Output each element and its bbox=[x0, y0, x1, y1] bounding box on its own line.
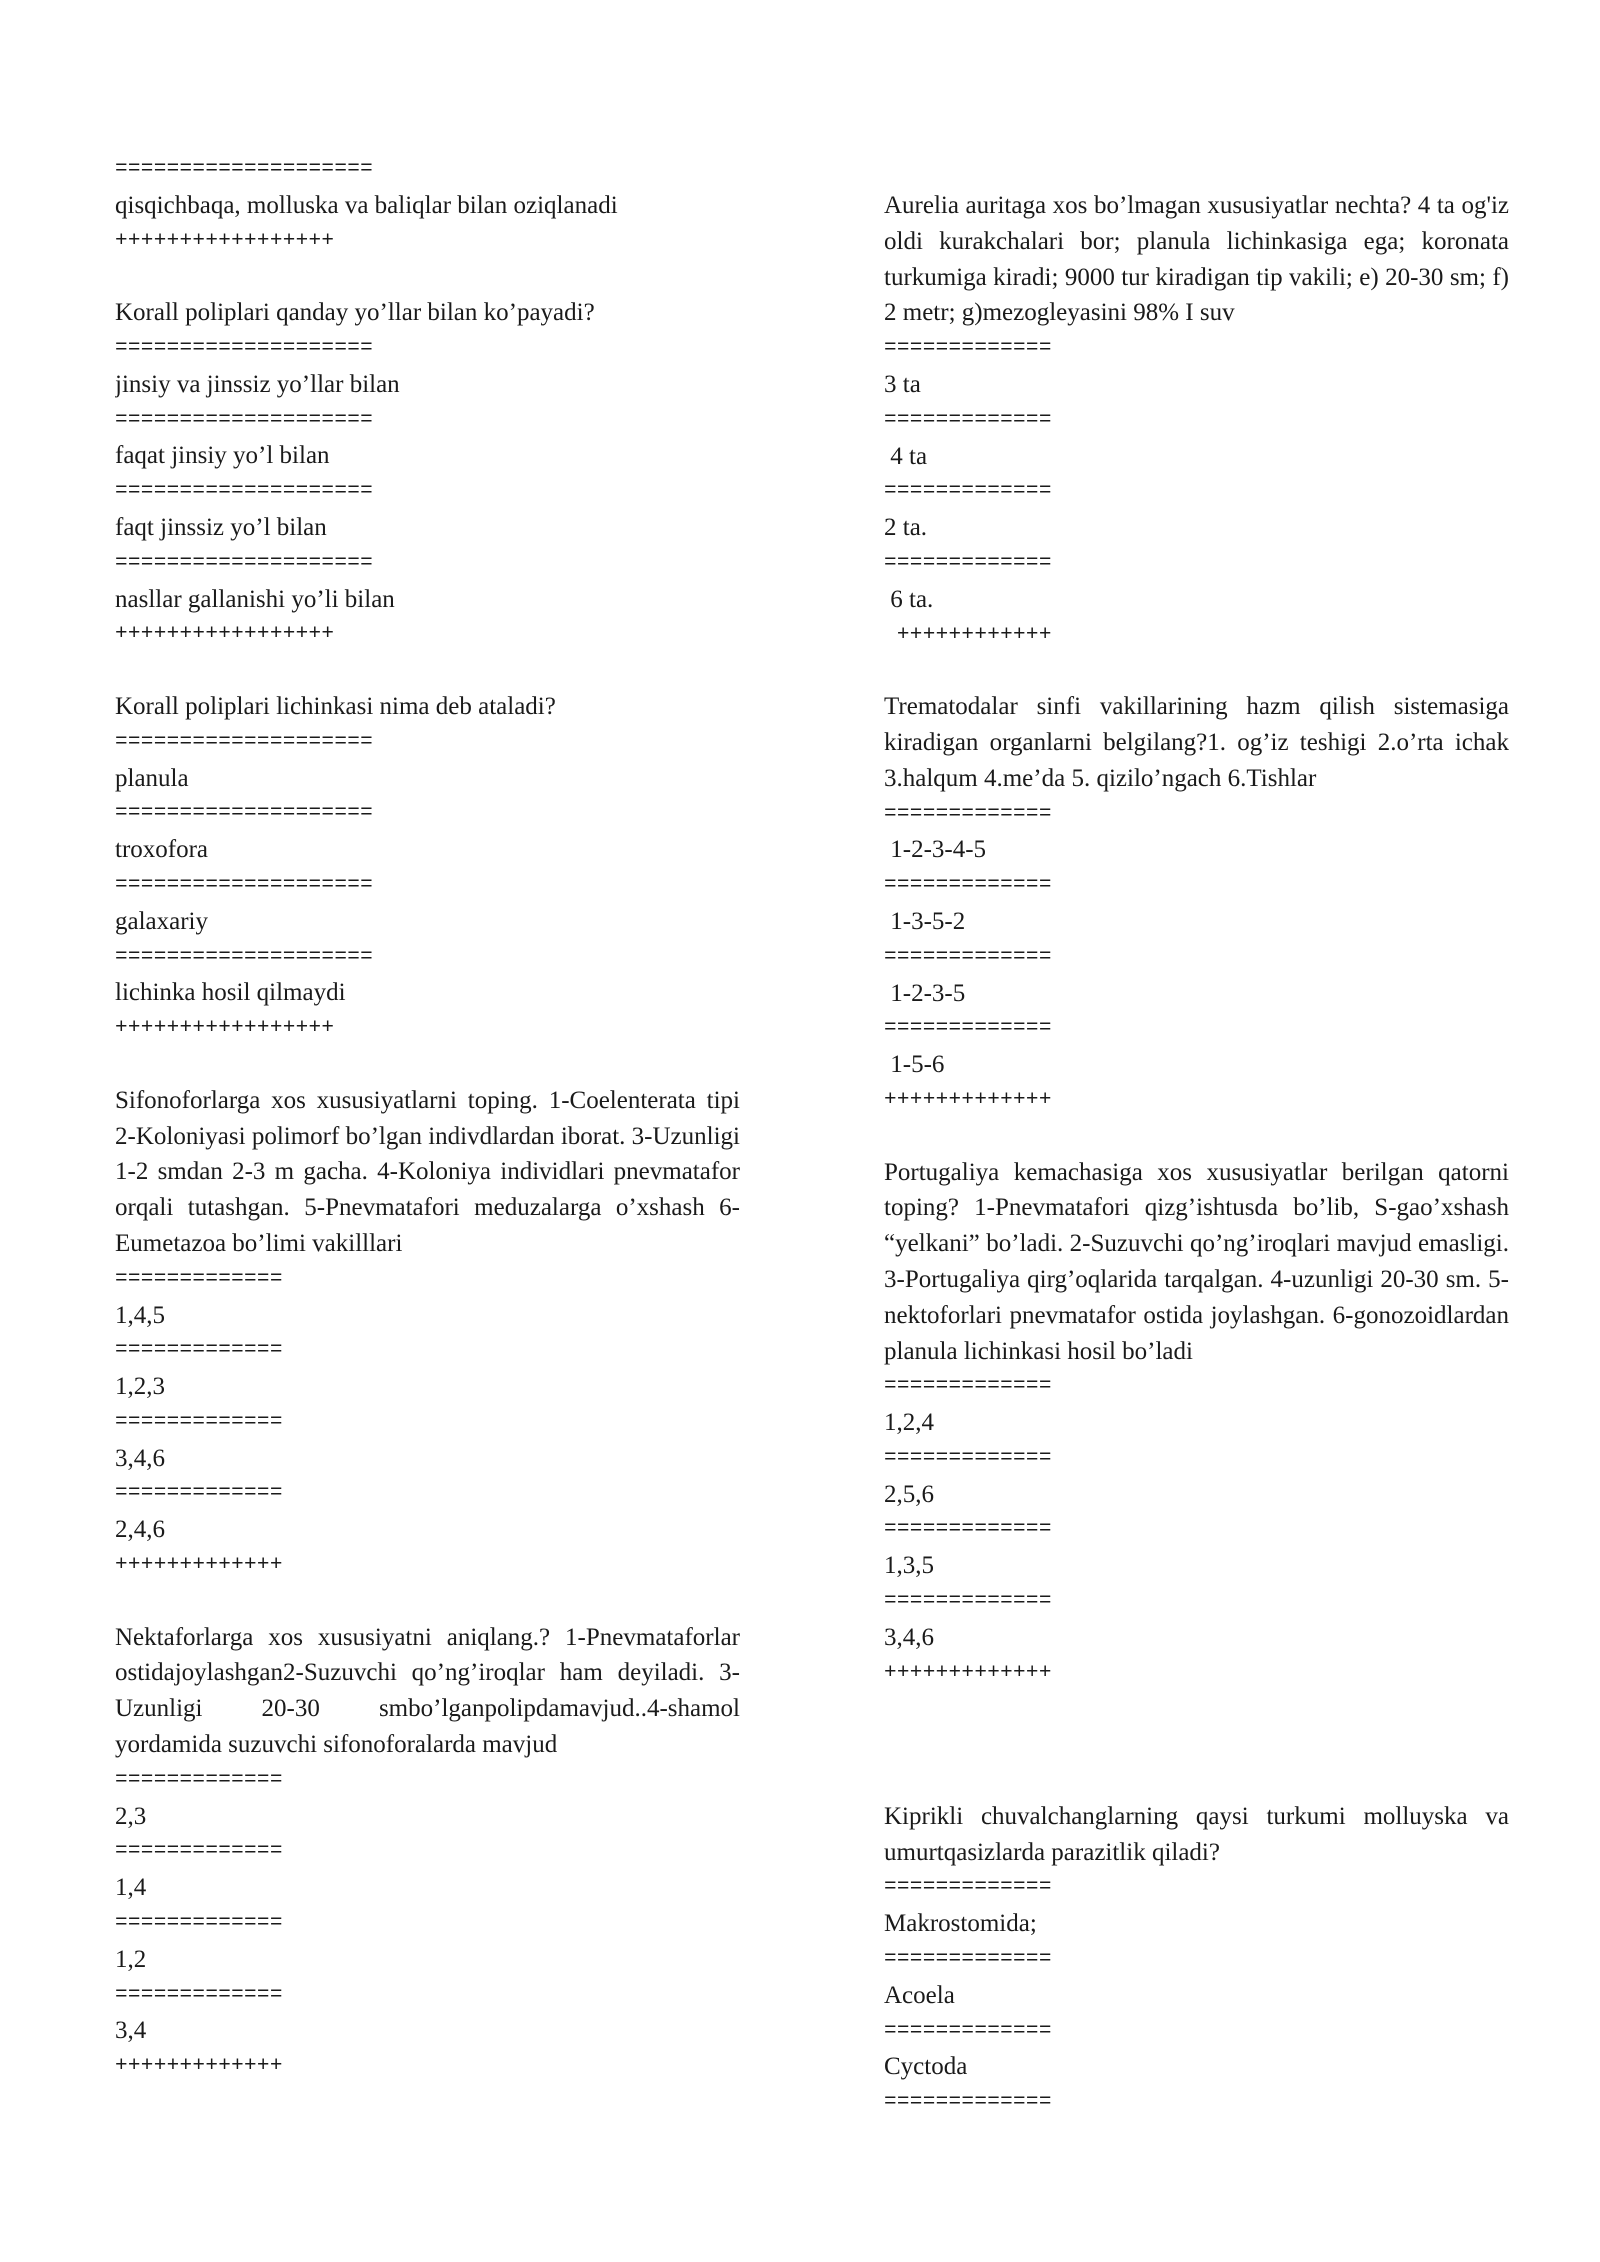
separator: ==================== bbox=[115, 873, 374, 897]
separator: ============= bbox=[884, 480, 1052, 504]
question-text: Sifonoforlarga xos xususiyatlarni toping. 1-Coelenterata tipi 2-Koloniyasi polimorf bo’lgan indivdlardan iborat. 3-Uzunligi 1-2 smdan 2-3 m gacha. 4-Koloniya individlari pnevmatafor orqali tutashgan. 5-Pnevmatafori meduzalarga o’xshash 6-Eumetazoa bo’limi vakilllari bbox=[115, 1086, 740, 1257]
answer-option: 1,4,5 bbox=[115, 1301, 165, 1329]
question-text: Korall poliplari qanday yo’llar bilan ko’payadi? bbox=[115, 299, 595, 327]
answer-option: Cyctoda bbox=[884, 2053, 968, 2081]
separator: ============= bbox=[884, 874, 1052, 898]
answer-option: faqat jinsiy yo’l bilan bbox=[115, 442, 330, 470]
question-text: Kiprikli chuvalchanglarning qaysi turkumi molluyska va umurtqasizlarda parazitlik qiladi? bbox=[884, 1802, 1509, 1866]
answer-option: 1,4 bbox=[115, 1874, 147, 1902]
answer-option: 3,4,6 bbox=[884, 1623, 934, 1651]
question-text: Korall poliplari lichinkasi nima deb ataladi? bbox=[115, 692, 556, 720]
answer-option: nasllar gallanishi yo’li bilan bbox=[115, 585, 395, 613]
question-text: Aurelia auritaga xos bo’lmagan xususiyatlar nechta? 4 ta og'iz oldi kurakchalari bor; planula lichinkasiga ega; koronata turkumiga kiradi; 9000 tur kiradigan tip vakili; e) 20-30 sm; f) 2 metr; g)mezogleyasini 98% I suv bbox=[884, 192, 1509, 327]
separator: ============= bbox=[884, 2091, 1052, 2115]
answer-option: 1,2,4 bbox=[884, 1409, 934, 1437]
answer-option: 1,2 bbox=[115, 1945, 147, 1973]
answer-option: 1,3,5 bbox=[884, 1552, 934, 1580]
end-marker: +++++++++++++ bbox=[884, 1661, 1052, 1685]
answer-option: 2,4,6 bbox=[115, 1516, 165, 1544]
separator: ==================== bbox=[115, 945, 374, 969]
separator: ============= bbox=[884, 1948, 1052, 1972]
separator: ============= bbox=[884, 802, 1052, 826]
end-marker: +++++++++++++++++ bbox=[115, 623, 335, 647]
answer-option: 3 ta bbox=[884, 370, 921, 398]
answer-option: 3,4,6 bbox=[115, 1444, 165, 1472]
separator: ==================== bbox=[115, 336, 374, 360]
separator: ============= bbox=[115, 1768, 283, 1792]
answer-option: 1-2-3-5 bbox=[884, 979, 966, 1007]
separator: ============= bbox=[115, 1482, 283, 1506]
separator: ============= bbox=[884, 1017, 1052, 1041]
separator: ============= bbox=[884, 1446, 1052, 1470]
answer-option: faqt jinssiz yo’l bilan bbox=[115, 513, 327, 541]
separator: ============= bbox=[884, 945, 1052, 969]
separator: ============= bbox=[115, 1339, 283, 1363]
separator: ==================== bbox=[115, 802, 374, 826]
end-marker: +++++++++++++ bbox=[115, 1554, 283, 1578]
separator: ============= bbox=[884, 1590, 1052, 1614]
separator: ============= bbox=[884, 1375, 1052, 1399]
separator: ============= bbox=[115, 1983, 283, 2007]
answer-option: 2,5,6 bbox=[884, 1480, 934, 1508]
answer-option: 6 ta. bbox=[884, 585, 934, 613]
answer-option: 2,3 bbox=[115, 1802, 147, 1830]
answer-option: 1-5-6 bbox=[884, 1051, 945, 1079]
answer-option: 2 ta. bbox=[884, 514, 928, 542]
answer-option: 1,2,3 bbox=[115, 1373, 165, 1401]
separator: ============= bbox=[115, 1267, 283, 1291]
separator: ==================== bbox=[115, 480, 374, 504]
answer-option: 1-3-5-2 bbox=[884, 907, 966, 935]
separator: ============= bbox=[884, 408, 1052, 432]
answer-option: galaxariy bbox=[115, 907, 209, 935]
separator: ============= bbox=[884, 337, 1052, 361]
answer-option: troxofora bbox=[115, 836, 209, 864]
separator: ============= bbox=[884, 1518, 1052, 1542]
end-marker: +++++++++++++ bbox=[884, 1088, 1052, 1112]
answer-option: planula bbox=[115, 764, 189, 792]
answer-option: Makrostomida; bbox=[884, 1910, 1037, 1938]
answer-option: lichinka hosil qilmaydi bbox=[115, 979, 346, 1007]
answer-option: Acoela bbox=[884, 1981, 955, 2009]
answer-option: 3,4 bbox=[115, 2017, 147, 2045]
right-column bbox=[884, 188, 1509, 2121]
separator: ==================== bbox=[115, 408, 374, 432]
question-text: Trematodalar sinfi vakillarining hazm qilish sistemasiga kiradigan organlarni belgilang?1. og’iz teshigi 2.o’rta ichak 3.halqum 4.me’da 5. qizilo’ngach 6.Tishlar bbox=[884, 693, 1509, 792]
end-marker: ++++++++++++ bbox=[884, 623, 1052, 647]
separator: ============= bbox=[115, 1840, 283, 1864]
question-text: Nektaforlarga xos xususiyatni aniqlang.? 1-Pnevmataforlar ostidajoylashgan2-Suzuvchi qo’ng’iroqlar ham deyiladi. 3-Uzunligi 20-30 smbo’lganpolipdamavjud..4-shamol yordamida suzuvchi sifonoforalarda mavjud bbox=[115, 1623, 740, 1759]
separator: ============= bbox=[115, 1912, 283, 1936]
separator: ==================== bbox=[115, 551, 374, 575]
end-marker: +++++++++++++++++ bbox=[115, 229, 335, 253]
answer-option: 4 ta bbox=[884, 442, 928, 470]
end-marker: +++++++++++++ bbox=[115, 2055, 283, 2079]
separator: ==================== bbox=[115, 730, 374, 754]
answer-option: qisqichbaqa, molluska va baliqlar bilan oziqlanadi bbox=[115, 191, 618, 219]
question-text: Portugaliya kemachasiga xos xususiyatlar berilgan qatorni toping? 1-Pnevmatafori qizg’ishtusda bo’lib, S-gao’xshash “yelkani” bo’ladi. 2-Suzuvchi qo’ng’iroqlari mavjud emasligi. 3-Portugaliya qirg’oqlarida tarqalgan. 4-uzunligi 20-30 sm. 5-nektoforlari pnevmatafor ostida joylashgan. 6-gonozoidlardan planula lichinkasi hosil bo’ladi bbox=[884, 1158, 1509, 1365]
separator: ============= bbox=[884, 2019, 1052, 2043]
separator: ============= bbox=[884, 1876, 1052, 1900]
separator: ============= bbox=[884, 551, 1052, 575]
separator: ============= bbox=[115, 1410, 283, 1434]
answer-option: jinsiy va jinssiz yo’llar bilan bbox=[115, 370, 400, 398]
left-column bbox=[115, 152, 740, 2085]
end-marker: +++++++++++++++++ bbox=[115, 1017, 335, 1041]
separator: ==================== bbox=[115, 158, 374, 181]
answer-option: 1-2-3-4-5 bbox=[884, 836, 987, 864]
